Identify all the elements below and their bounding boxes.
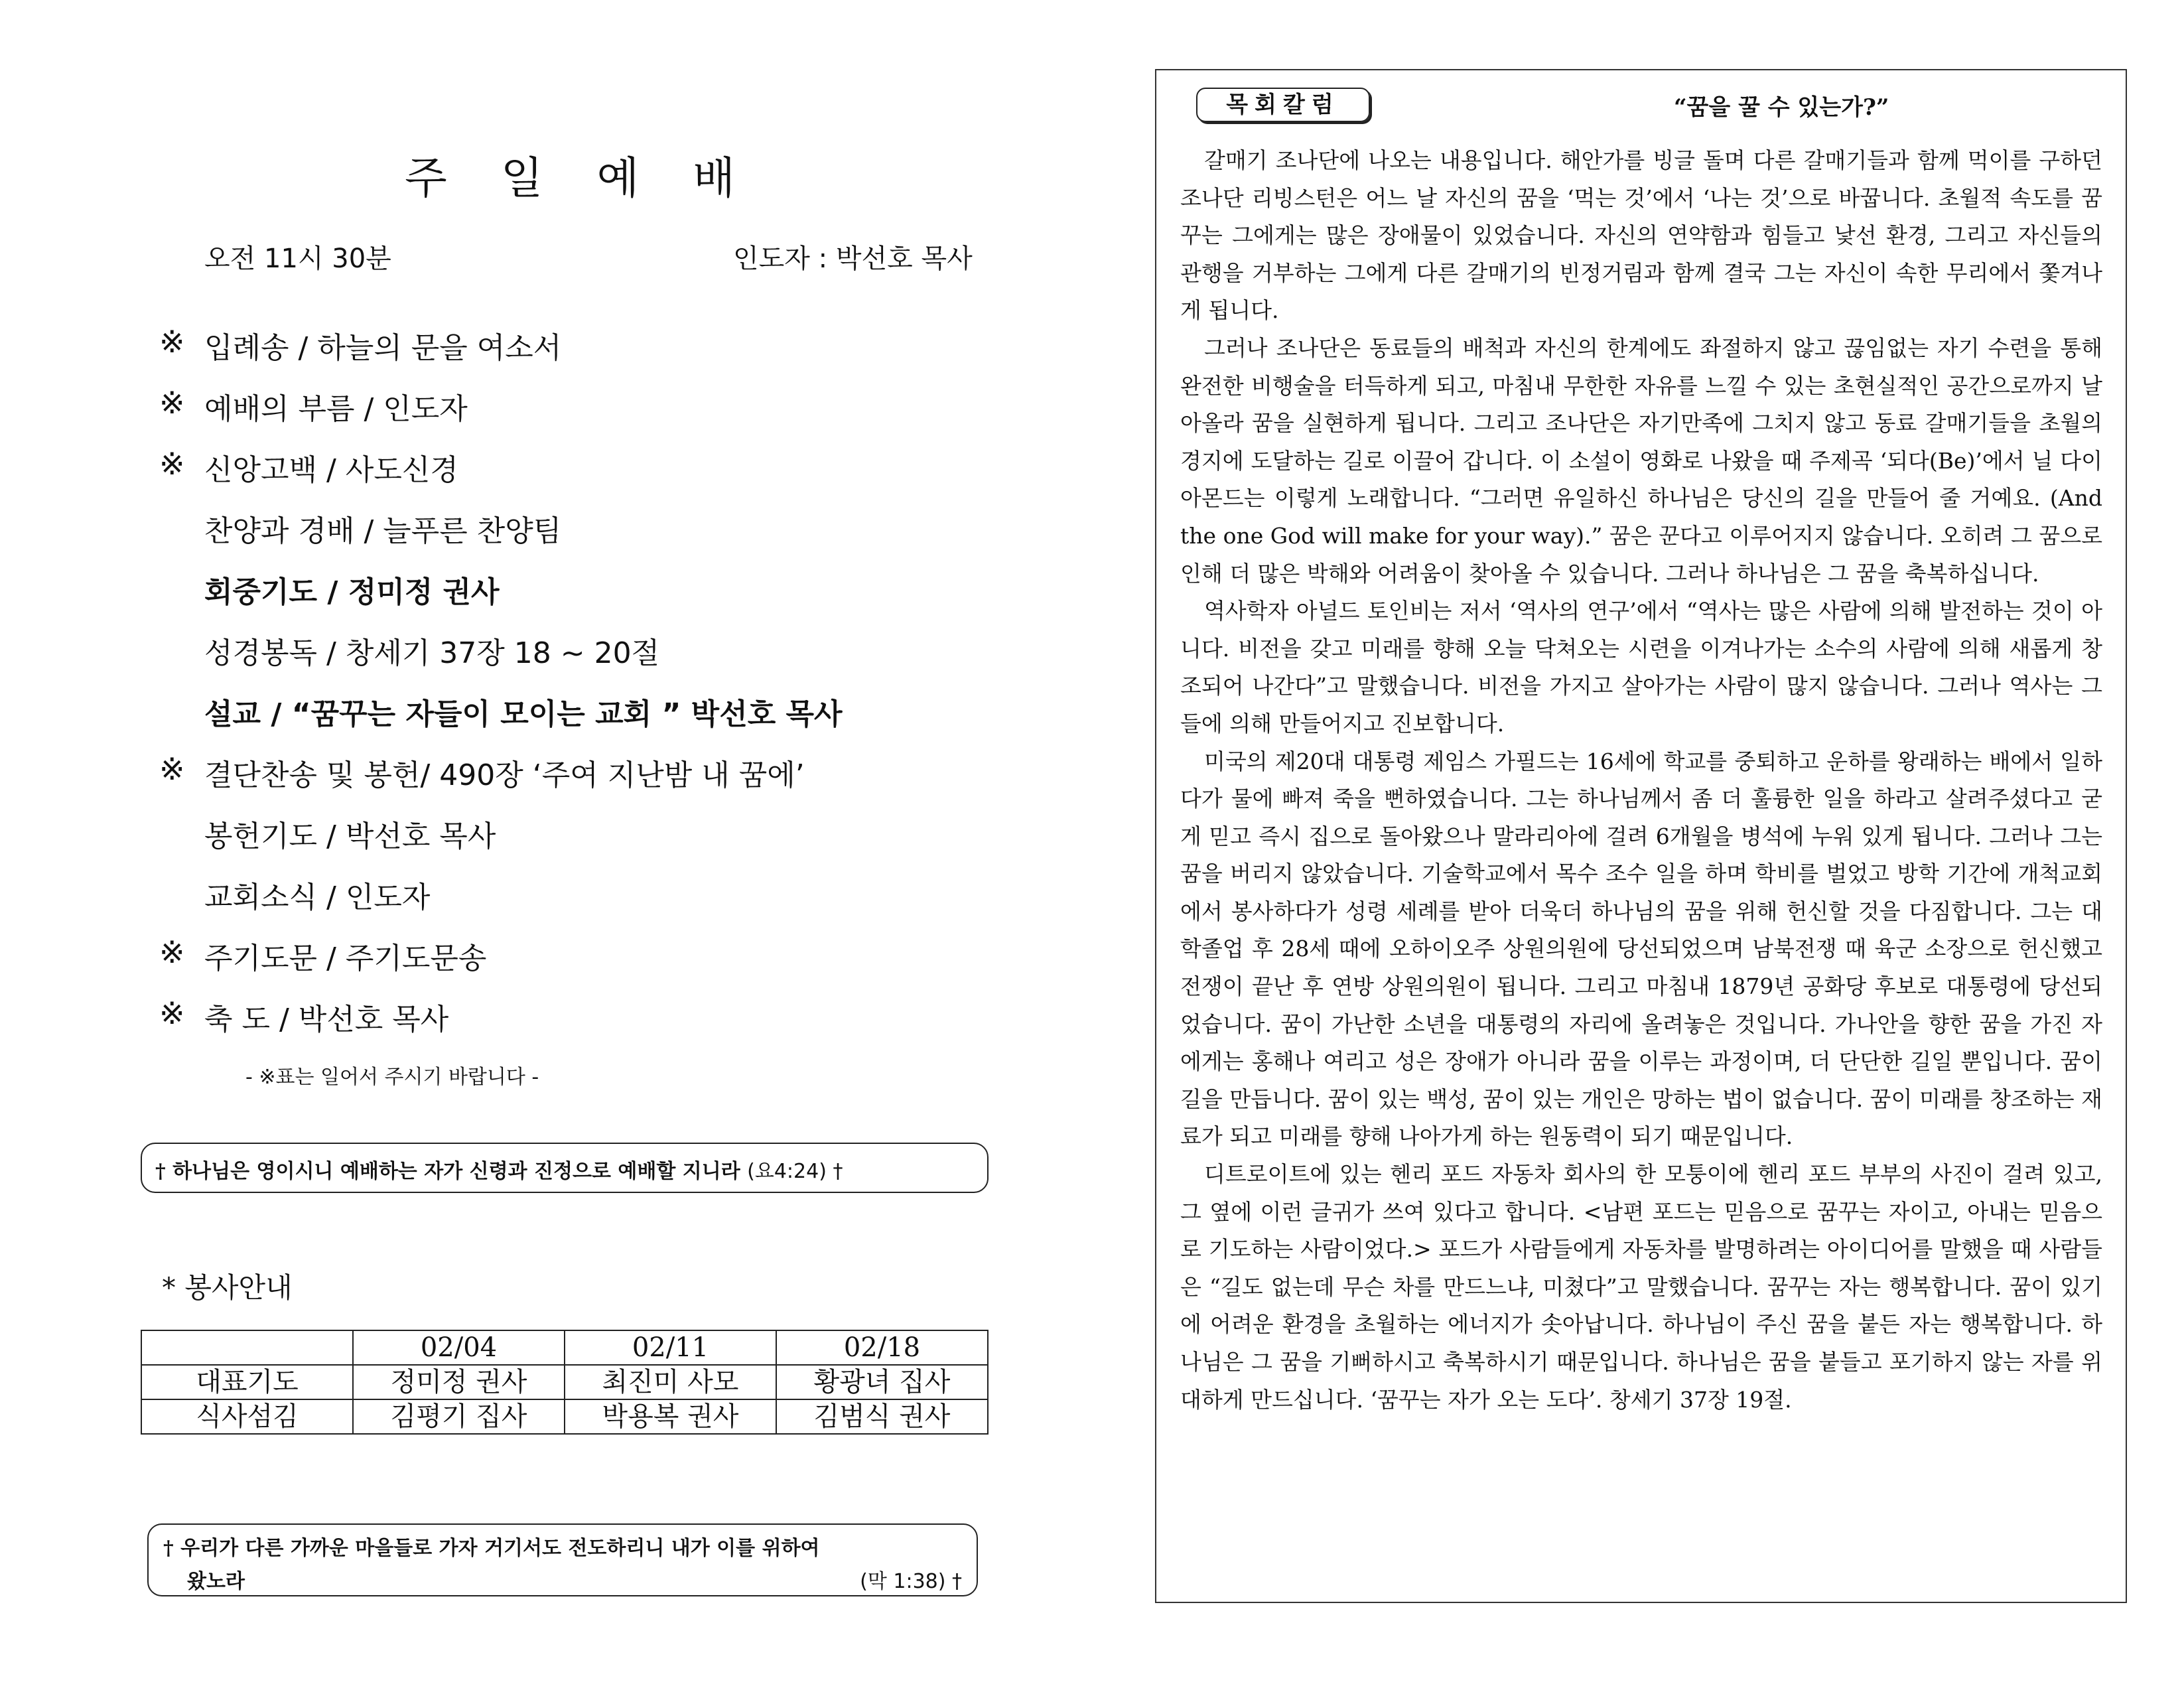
table-row-label: 대표기도 <box>141 1365 353 1399</box>
stand-note: - ※표는 일어서 주시기 바랍니다 - <box>245 1066 539 1089</box>
order-item <box>159 751 1022 812</box>
stand-mark-icon: ※ <box>159 324 185 360</box>
order-item <box>159 629 1022 690</box>
verse-reference: (요4:24) † <box>747 1160 843 1183</box>
order-item-text: 교회소식 / 인도자 <box>204 881 431 914</box>
table-header: 02/11 <box>565 1330 776 1365</box>
stand-mark-icon: ※ <box>159 751 185 787</box>
column-paragraph: 역사학자 아널드 토인비는 저서 ‘역사의 연구’에서 “역사는 많은 사람에 의해 발전하는 것이 아니다. 비전을 갖고 미래를 향해 오늘 닥쳐오는 시련을 이겨나가는 소수의 사람에 의해 새롭게 창조되어 나간다”고 말했습니다. 비전을 가지고 살아가는 사람이 많지 않습니다. 그러나 역사는 그들에 의해 만들어지고 진보합니다. <box>1180 598 2102 737</box>
verse-box <box>147 1523 978 1596</box>
order-item-text: 예배의 부름 / 인도자 <box>204 392 468 426</box>
stand-mark-icon: ※ <box>159 385 185 421</box>
stand-mark-icon: ※ <box>159 446 185 482</box>
column-label: 목회칼럼 <box>1196 88 1370 122</box>
table-header: 02/04 <box>353 1330 565 1365</box>
order-item <box>159 690 1022 751</box>
table-row <box>141 1365 988 1399</box>
verse-text: † 하나님은 영이시니 예배하는 자가 신령과 진정으로 예배할 지니라 <box>155 1160 740 1183</box>
verse-line <box>163 1565 962 1594</box>
column-paragraph: 갈매기 조나단에 나오는 내용입니다. 해안가를 빙글 돌며 다른 갈매기들과 함께 먹이를 구하던 조나단 리빙스턴은 어느 날 자신의 꿈을 ‘먹는 것’에서 ‘나는 것’으로 바꿉니다. 초월적 속도를 꿈꾸는 그에게는 많은 장애물이 있었습니다. 자신의 연약함과 힘들고 낯선 환경, 그리고 자신들의 관행을 거부하는 그에게 다른 갈매기의 빈정거림과 함께 결국 그는 자신이 속한 무리에서 쫓겨나게 됩니다. <box>1180 147 2102 324</box>
table-header-row <box>141 1330 988 1365</box>
order-item-text: 신앙고백 / 사도신경 <box>204 453 458 487</box>
order-of-worship <box>159 324 1022 1056</box>
verse-box <box>141 1143 989 1193</box>
service-table <box>141 1330 989 1435</box>
column-body <box>1180 142 2102 1419</box>
table-cell: 김평기 집사 <box>353 1399 565 1434</box>
order-item <box>159 934 1022 995</box>
column-paragraph: 디트로이트에 있는 헨리 포드 자동차 회사의 한 모퉁이에 헨리 포드 부부의 사진이 걸려 있고, 그 옆에 이런 글귀가 쓰여 있다고 합니다. <남편 포드는 믿음으로 꿈꾸는 자이고, 아내는 믿음으로 기도하는 사람이었다.> 포드가 사람들에게 자동차를 발명하려는 아이디어를 말했을 때 사람들은 “길도 없는데 무슨 차를 만드느냐, 미쳤다”고 말했습니다. 꿈꾸는 자는 행복합니다. 꿈이 있기에 어려운 환경을 초월하는 에너지가 솟아납니다. 하나님이 주신 꿈을 붙든 자는 행복합니다. 하나님은 그 꿈을 기뻐하시고 축복하시기 때문입니다. 하나님은 꿈을 붙들고 포기하지 않는 자를 위대하게 만드십니다. ‘꿈꾸는 자가 오는 도다’. 창세기 37장 19절. <box>1180 1161 2102 1413</box>
order-item <box>159 873 1022 934</box>
column-paragraph: 미국의 제20대 대통령 제임스 가필드는 16세에 학교를 중퇴하고 운하를 왕래하는 배에서 일하다가 물에 빠져 죽을 뻔하였습니다. 그는 하나님께서 좀 더 훌륭한 일을 하라고 살려주셨다고 굳게 믿고 즉시 집으로 돌아왔으나 말라리아에 걸려 6개월을 병석에 누워 있게 됩니다. 그러나 그는 꿈을 버리지 않았습니다. 기술학교에서 목수 조수 일을 하며 학비를 벌었고 방학 기간에 개척교회에서 봉사하다가 성령 세례를 받아 더욱더 하나님의 꿈을 위해 헌신할 것을 다짐합니다. 그는 대학졸업 후 28세 때에 오하이오주 상원의원에 당선되었으며 남북전쟁 때 육군 소장으로 헌신했고 전쟁이 끝난 후 연방 상원의원이 됩니다. 그리고 마침내 1879년 공화당 후보로 대통령에 당선되었습니다. 꿈이 가난한 소년을 대통령의 자리에 올려놓은 것입니다. 가나안을 향한 꿈을 가진 자에게는 홍해나 여리고 성은 장애가 아니라 꿈을 이루는 과정이며, 더 단단한 길일 뿐입니다. 꿈이 길을 만듭니다. 꿈이 있는 백성, 꿈이 있는 개인은 망하는 법이 없습니다. 꿈이 미래를 창조하는 재료가 되고 미래를 향해 나아가게 하는 원동력이 되기 때문입니다. <box>1180 748 2102 1150</box>
order-item-text: 축 도 / 박선호 목사 <box>204 1003 449 1036</box>
order-item <box>159 324 1022 385</box>
service-time: 오전 11시 30분 <box>204 244 391 274</box>
table-row-label: 식사섬김 <box>141 1399 353 1434</box>
verse-reference: (막 1:38) † <box>860 1570 962 1593</box>
order-item-text: 입례송 / 하늘의 문을 여소서 <box>204 331 562 365</box>
column-paragraph: 그러나 조나단은 동료들의 배척과 자신의 한계에도 좌절하지 않고 끊임없는 자기 수련을 통해 완전한 비행술을 터득하게 되고, 마침내 무한한 자유를 느낄 수 있는 초현실적인 공간으로까지 날아올라 꿈을 실현하게 됩니다. 그리고 조나단은 자기만족에 그치지 않고 동료 갈매기들을 초월의 경지에 도달하는 길로 이끌어 갑니다. 이 소설이 영화로 나왔을 때 주제곡 ‘되다(Be)’에서 닐 다이아몬드는 이렇게 노래합니다. “그러면 유일하신 하나님은 당신의 길을 만들어 줄 거예요. (And the one God will make for your way).” 꿈은 꾼다고 이루어지지 않습니다. 오히려 그 꿈으로 인해 더 많은 박해와 어려움이 찾아올 수 있습니다. 그러나 하나님은 그 꿈을 축복하십니다. <box>1180 334 2102 587</box>
left-page <box>0 0 1075 1692</box>
table-cell <box>141 1330 353 1365</box>
order-item <box>159 812 1022 873</box>
verse-text: † 우리가 다른 가까운 마을들로 가자 거기서도 전도하리니 내가 이를 위하여 <box>163 1537 820 1560</box>
order-item <box>159 995 1022 1056</box>
order-item-text: 성경봉독 / 창세기 37장 18 ~ 20절 <box>204 636 660 670</box>
table-header: 02/18 <box>776 1330 988 1365</box>
verse-text: 왔노라 <box>187 1570 245 1593</box>
order-item <box>159 507 1022 568</box>
order-item <box>159 385 1022 446</box>
order-item <box>159 568 1022 629</box>
order-item-text: 회중기도 / 정미정 권사 <box>204 575 500 609</box>
stand-mark-icon: ※ <box>159 995 185 1031</box>
table-cell: 정미정 권사 <box>353 1365 565 1399</box>
order-item-text: 주기도문 / 주기도문송 <box>204 942 487 975</box>
stand-mark-icon: ※ <box>159 934 185 970</box>
service-heading: * 봉사안내 <box>162 1271 293 1304</box>
table-cell: 황광녀 집사 <box>776 1365 988 1399</box>
order-item-text: 결단찬송 및 봉헌/ 490장 ‘주여 지난밤 내 꿈에’ <box>204 758 805 792</box>
service-leader: 인도자 : 박선호 목사 <box>733 244 973 274</box>
column-title: “꿈을 꿀 수 있는가?” <box>1674 94 1889 121</box>
page-title: 주 일 예 배 <box>405 153 755 204</box>
table-row <box>141 1399 988 1434</box>
order-item-text: 봉헌기도 / 박선호 목사 <box>204 819 496 853</box>
order-item <box>159 446 1022 507</box>
table-cell: 박용복 권사 <box>565 1399 776 1434</box>
table-cell: 김범식 권사 <box>776 1399 988 1434</box>
order-item-text: 설교 / “꿈꾸는 자들이 모이는 교회 ” 박선호 목사 <box>204 697 843 731</box>
pastor-column <box>1155 69 2127 1603</box>
table-cell: 최진미 사모 <box>565 1365 776 1399</box>
order-item-text: 찬양과 경배 / 늘푸른 찬양팀 <box>204 514 562 548</box>
